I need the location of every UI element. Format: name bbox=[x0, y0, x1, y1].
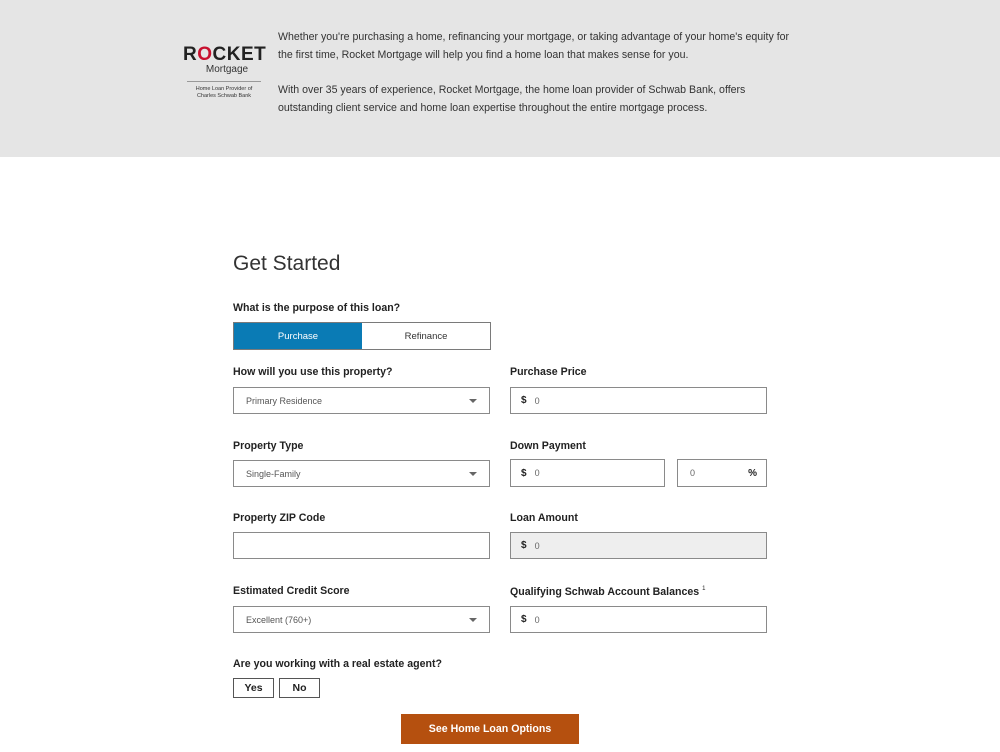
credit-score-label: Estimated Credit Score bbox=[233, 585, 350, 597]
agent-yes-button[interactable]: Yes bbox=[233, 678, 274, 698]
logo-wordmark: ROCKET bbox=[183, 44, 267, 65]
banner-paragraph-1: Whether you're purchasing a home, refinancing your mortgage, or taking advantage of your home's equity for the first time, Rocket Mortgage will help you find a home loan that makes sense for you. bbox=[278, 31, 790, 61]
loan-purpose-label: What is the purpose of this loan? bbox=[233, 302, 401, 314]
banner-description bbox=[278, 28, 798, 117]
chevron-down-icon bbox=[469, 618, 477, 622]
loan-purpose-toggle bbox=[233, 322, 491, 350]
purchase-price-label: Purchase Price bbox=[510, 366, 587, 378]
dollar-icon: $ bbox=[521, 395, 527, 406]
agent-question-label: Are you working with a real estate agent? bbox=[233, 658, 442, 670]
credit-score-value: Excellent (760+) bbox=[246, 614, 312, 625]
property-type-label: Property Type bbox=[233, 440, 304, 452]
dollar-icon: $ bbox=[521, 614, 527, 625]
account-balances-input[interactable] bbox=[510, 606, 767, 633]
property-use-label: How will you use this property? bbox=[233, 366, 393, 378]
property-type-value: Single-Family bbox=[246, 468, 301, 479]
chevron-down-icon bbox=[469, 472, 477, 476]
logo-subtitle: Mortgage bbox=[205, 64, 249, 75]
zip-code-input[interactable] bbox=[233, 532, 490, 559]
down-payment-percent-input[interactable] bbox=[677, 459, 767, 487]
loan-amount-label: Loan Amount bbox=[510, 512, 578, 524]
property-use-select[interactable] bbox=[233, 387, 490, 414]
down-payment-percent-value: 0 bbox=[690, 468, 696, 478]
dollar-icon: $ bbox=[521, 540, 527, 551]
down-payment-amount-input[interactable] bbox=[510, 459, 665, 487]
percent-icon: % bbox=[748, 467, 757, 479]
logo-provider-line-2: Charles Schwab Bank bbox=[196, 93, 252, 99]
account-balances-value: 0 bbox=[534, 614, 540, 625]
logo-provider-line-1: Home Loan Provider of bbox=[195, 86, 253, 92]
banner-paragraph-2: With over 35 years of experience, Rocket Mortgage, the home loan provider of Schwab Bank, offers outstanding client service and home loan expertise throughout the entire mortgage process. bbox=[278, 84, 746, 114]
property-type-select[interactable] bbox=[233, 460, 490, 487]
down-payment-amount-value: 0 bbox=[534, 468, 540, 478]
header-banner bbox=[0, 0, 1000, 157]
page-title: Get Started bbox=[233, 252, 341, 275]
rocket-mortgage-logo bbox=[183, 45, 265, 100]
purpose-purchase-button[interactable]: Purchase bbox=[234, 323, 362, 349]
purchase-price-input[interactable] bbox=[510, 387, 767, 414]
loan-amount-value: 0 bbox=[534, 540, 540, 551]
see-home-loan-options-button[interactable]: See Home Loan Options bbox=[401, 714, 579, 744]
loan-amount-field bbox=[510, 532, 767, 559]
property-use-value: Primary Residence bbox=[246, 395, 323, 406]
account-balances-label: Qualifying Schwab Account Balances $^1$ bbox=[510, 586, 706, 598]
logo-divider bbox=[187, 81, 261, 82]
purpose-refinance-button[interactable]: Refinance bbox=[362, 323, 490, 349]
down-payment-label: Down Payment bbox=[510, 440, 586, 452]
chevron-down-icon bbox=[469, 399, 477, 403]
dollar-icon: $ bbox=[521, 467, 527, 479]
agent-no-button[interactable]: No bbox=[279, 678, 320, 698]
purchase-price-value: 0 bbox=[534, 395, 540, 406]
footnote-marker[interactable]: 1 bbox=[702, 586, 706, 593]
zip-code-label: Property ZIP Code bbox=[233, 512, 326, 524]
credit-score-select[interactable] bbox=[233, 606, 490, 633]
